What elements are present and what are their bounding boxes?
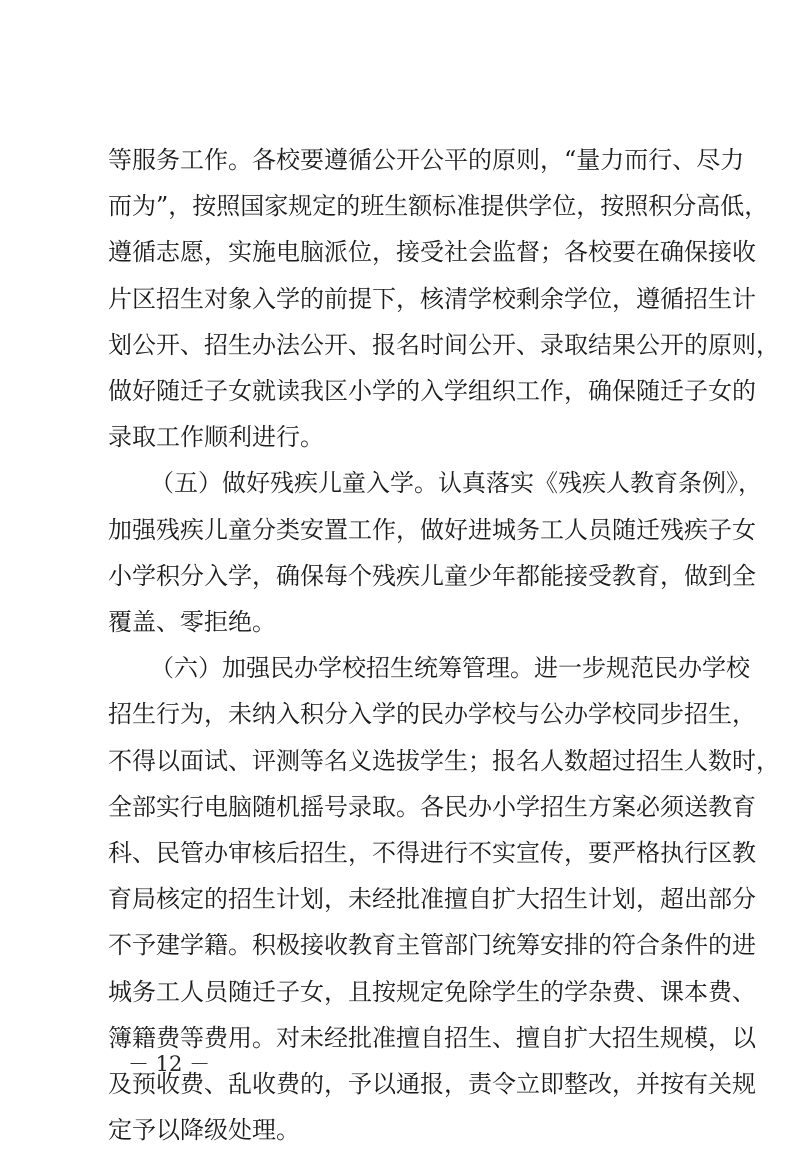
paragraph-first-line: （五）做好残疾儿童入学。认真落实《残疾人教育条例》，	[150, 469, 762, 497]
paragraph-first-line: （六）加强民办学校招生统筹管理。进一步规范民办学校	[150, 654, 750, 682]
text-line: 科、民管办审核后招生，不得进行不实宣传，要严格执行区教	[108, 839, 756, 867]
page-number: － 12 －	[128, 1052, 211, 1076]
text-line: 划公开、招生办法公开、报名时间公开、录取结果公开的原则，	[108, 331, 780, 359]
text-line: 做好随迁子女就读我区小学的入学组织工作，确保随迁子女的	[108, 377, 756, 405]
text-line: 加强残疾儿童分类安置工作，做好进城务工人员随迁残疾子女	[108, 516, 756, 544]
text-line: 覆盖、零拒绝。	[108, 608, 276, 636]
text-line: 城务工人员随迁子女，且按规定免除学生的学杂费、课本费、	[108, 978, 756, 1006]
text-line: 片区招生对象入学的前提下，核清学校剩余学位，遵循招生计	[108, 285, 756, 313]
text-line: 定予以降级处理。	[108, 1116, 300, 1144]
text-line: 全部实行电脑随机摇号录取。各民办小学招生方案必须送教育	[108, 793, 756, 821]
text-line: 招生行为，未纳入积分入学的民办学校与公办学校同步招生，	[108, 700, 756, 728]
text-line: 及预收费、乱收费的，予以通报，责令立即整改，并按有关规	[108, 1070, 756, 1098]
text-line: 而为”，按照国家规定的班生额标准提供学位，按照积分高低，	[108, 192, 769, 220]
text-line: 遵循志愿，实施电脑派位，接受社会监督；各校要在确保接收	[108, 238, 756, 266]
text-line: 不予建学籍。积极接收教育主管部门统筹安排的符合条件的进	[108, 931, 756, 959]
text-line: 育局核定的招生计划，未经批准擅自扩大招生计划，超出部分	[108, 885, 756, 913]
text-line: 等服务工作。各校要遵循公开公平的原则，“量力而行、尽力	[108, 146, 745, 174]
text-line: 小学积分入学，确保每个残疾儿童少年都能接受教育，做到全	[108, 562, 756, 590]
text-line: 不得以面试、评测等名义选拔学生；报名人数超过招生人数时，	[108, 747, 780, 775]
text-line: 簿籍费等费用。对未经批准擅自招生、擅自扩大招生规模，以	[108, 1024, 756, 1052]
text-line: 录取工作顺利进行。	[108, 423, 324, 451]
